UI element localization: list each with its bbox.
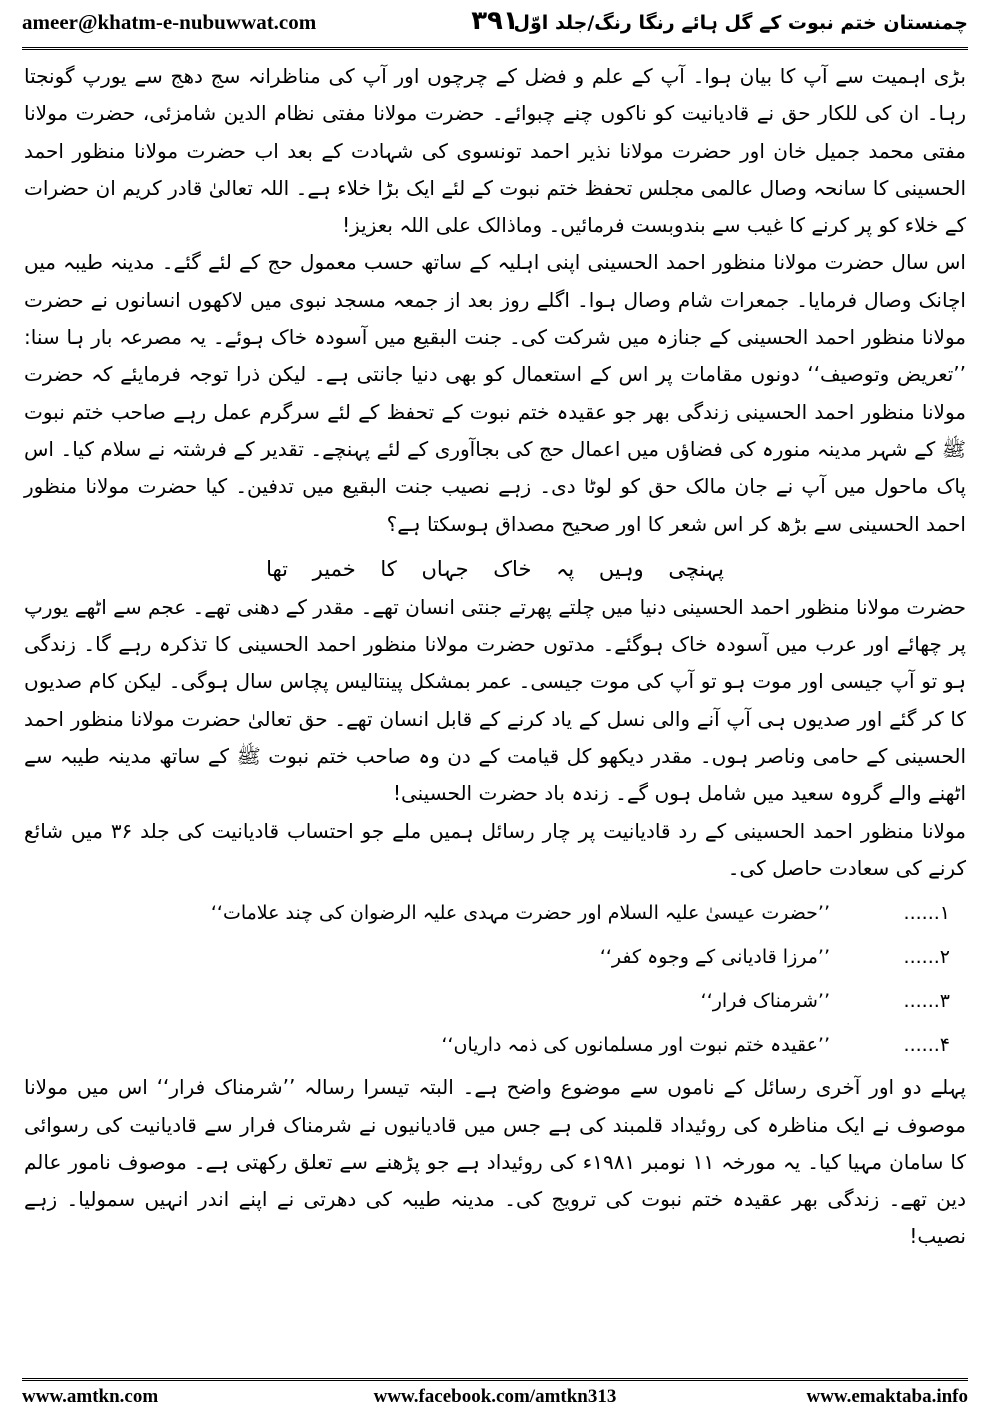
paragraph-3: حضرت مولانا منظور احمد الحسینی دنیا میں چلتے پھرتے جنتی انسان تھے۔ مقدر کے دھنی تھے۔ عجم سے اٹھے یورپ پر چھائے اور عرب میں آسودہ خاک ہوگئے۔ مدتوں حضرت مولانا منظور احمد الحسینی کا تذکرہ رہے گا۔ زندگی ہو تو آپ جیسی اور موت ہو تو آپ کی موت جیسی۔ عمر بمشکل پینتالیس پچاس سال ہوگی۔ لیکن کام صدیوں کا کر گئے اور صدیوں ہی آپ آنے والی نسل کے یاد کرنے کے قابل انسان تھے۔ حق تعالیٰ حضرت مولانا منظور احمد الحسینی کے حامی وناصر ہوں۔ مقدر دیکھو کل قیامت کے دن وہ صاحب ختم نبوت ﷺ کے ساتھ مدینہ طیبہ سے اٹھنے والے گروہ سعید میں شامل ہوں گے۔ زندہ باد حضرت الحسینی! <box>24 594 966 806</box>
paragraph-1: بڑی اہمیت سے آپ کا بیان ہوا۔ آپ کے علم و فضل کے چرچوں اور آپ کی مناظرانہ سج دھج سے یورپ گونجتا رہا۔ ان کی للکار حق نے قادیانیت کو ناکوں چنے چبوائے۔ حضرت مولانا مفتی نظام الدین شامزئی، حضرت مولانا مفتی محمد جمیل خان اور حضرت مولانا نذیر احمد تونسوی کی شہادت کے بعد اب حضرت مولانا منظور احمد الحسینی کا سانحہ وصال عالمی مجلس تحفظ ختم نبوت کے لئے ایک بڑا خلاء ہے۔ اللہ تعالیٰ قادر کریم ان حضرات کے خلاء کو پر کرنے کا غیب سے بندوبست فرمائیں۔ وماذالک علی اللہ بعزیز! <box>24 64 966 238</box>
page-footer <box>22 1386 968 1412</box>
footer-link-amtkn[interactable]: www.amtkn.com <box>22 1386 159 1407</box>
list-item-number: ۳...... <box>903 990 950 1013</box>
list-item-number: ۱...... <box>903 902 950 925</box>
paragraph-2: اس سال حضرت مولانا منظور احمد الحسینی اپنی اہلیہ کے ساتھ حسب معمول حج کے لئے گئے۔ مدینہ طیبہ میں اچانک وصال فرمایا۔ جمعرات شام وصال ہوا۔ اگلے روز بعد از جمعہ مسجد نبوی میں لاکھوں انسانوں نے حضرت مولانا منظور احمد الحسینی کے جنازہ میں شرکت کی۔ جنت البقیع میں آسودہ خاک ہوئے۔ یہ مصرعہ بار ہا سنا: ’’تعریض وتوصیف‘‘ دونوں مقامات پر اس کے استعمال کو بھی دنیا جانتی ہے۔ لیکن ذرا توجہ فرمایئے کہ حضرت مولانا منظور احمد الحسینی زندگی بھر جو عقیدہ ختم نبوت کے تحفظ کے لئے سرگرم عمل رہے صاحب ختم نبوت ﷺ کے شہر مدینہ منورہ کی فضاؤں میں اعمال حج کی بجاآوری کے لئے پہنچے۔ تقدیر کے فرشتہ نے سلام کیا۔ اس پاک ماحول میں آپ نے جان مالک حق کو لوٹا دی۔ زہے نصیب جنت البقیع میں تدفین۔ کیا حضرت مولانا منظور احمد الحسینی سے بڑھ کر اس شعر کا اور صحیح مصداق ہوسکتا ہے؟ <box>24 250 966 536</box>
list-item-number: ۴...... <box>903 1034 950 1057</box>
closing-paragraph: پہلے دو اور آخری رسائل کے ناموں سے موضوع واضح ہے۔ البتہ تیسرا رسالہ ’’شرمناک فرار‘‘ اس میں مولانا موصوف نے ایک مناظرہ کی روئیداد قلمبند کی ہے جس میں قادیانیوں نے شرمناک فرار سے قادیانیت کی رسوائی کا سامان مہیا کیا۔ یہ مورخہ ۱۱ نومبر ۱۹۸۱ء کی روئیداد ہے جو پڑھنے سے تعلق رکھتی ہے۔ موصوف نامور عالم دین تھے۔ زندگی بھر عقیدہ ختم نبوت کی ترویج کی۔ مدینہ طیبہ کی دھرتی نے اپنے اندر انہیں سمولیا۔ زہے نصیب! <box>24 1075 966 1249</box>
list-item <box>24 935 966 979</box>
list-item <box>24 891 966 935</box>
page-header <box>22 6 968 46</box>
list-item-title: ’’شرمناک فرار‘‘ <box>700 990 830 1013</box>
paragraph-4: مولانا منظور احمد الحسینی کے رد قادیانیت پر چار رسائل ہمیں ملے جو احتساب قادیانیت کی جلد ۳۶ میں شائع کرنے کی سعادت حاصل کی۔ <box>24 818 967 880</box>
list-item-title: ’’حضرت عیسیٰ علیہ السلام اور حضرت مہدی علیہ الرضوان کی چند علامات‘‘ <box>210 902 830 925</box>
footer-link-emaktaba[interactable]: www.emaktaba.info <box>806 1386 968 1407</box>
list-item <box>24 1023 966 1067</box>
list-item-number: ۲...... <box>903 946 950 969</box>
book-title: چمنستان ختم نبوت کے گل ہائے رنگا رنگ/جلد اوّل <box>513 12 968 34</box>
page-body <box>24 58 966 1256</box>
treatise-list <box>24 891 966 1067</box>
list-item-title: ’’مرزا قادیانی کے وجوہ کفر‘‘ <box>599 946 830 969</box>
poem-verse: پہنچی وہیں پہ خاک جہاں کا خمیر تھا <box>266 556 724 581</box>
list-item <box>24 979 966 1023</box>
page-number: ۳۹۱ <box>471 6 519 36</box>
header-divider <box>22 47 968 50</box>
footer-link-facebook[interactable]: www.facebook.com/amtkn313 <box>373 1386 617 1407</box>
footer-divider <box>22 1378 968 1381</box>
header-email: ameer@khatm-e-nubuwwat.com <box>22 10 317 34</box>
list-item-title: ’’عقیدہ ختم نبوت اور مسلمانوں کی ذمہ داریاں‘‘ <box>441 1034 830 1057</box>
